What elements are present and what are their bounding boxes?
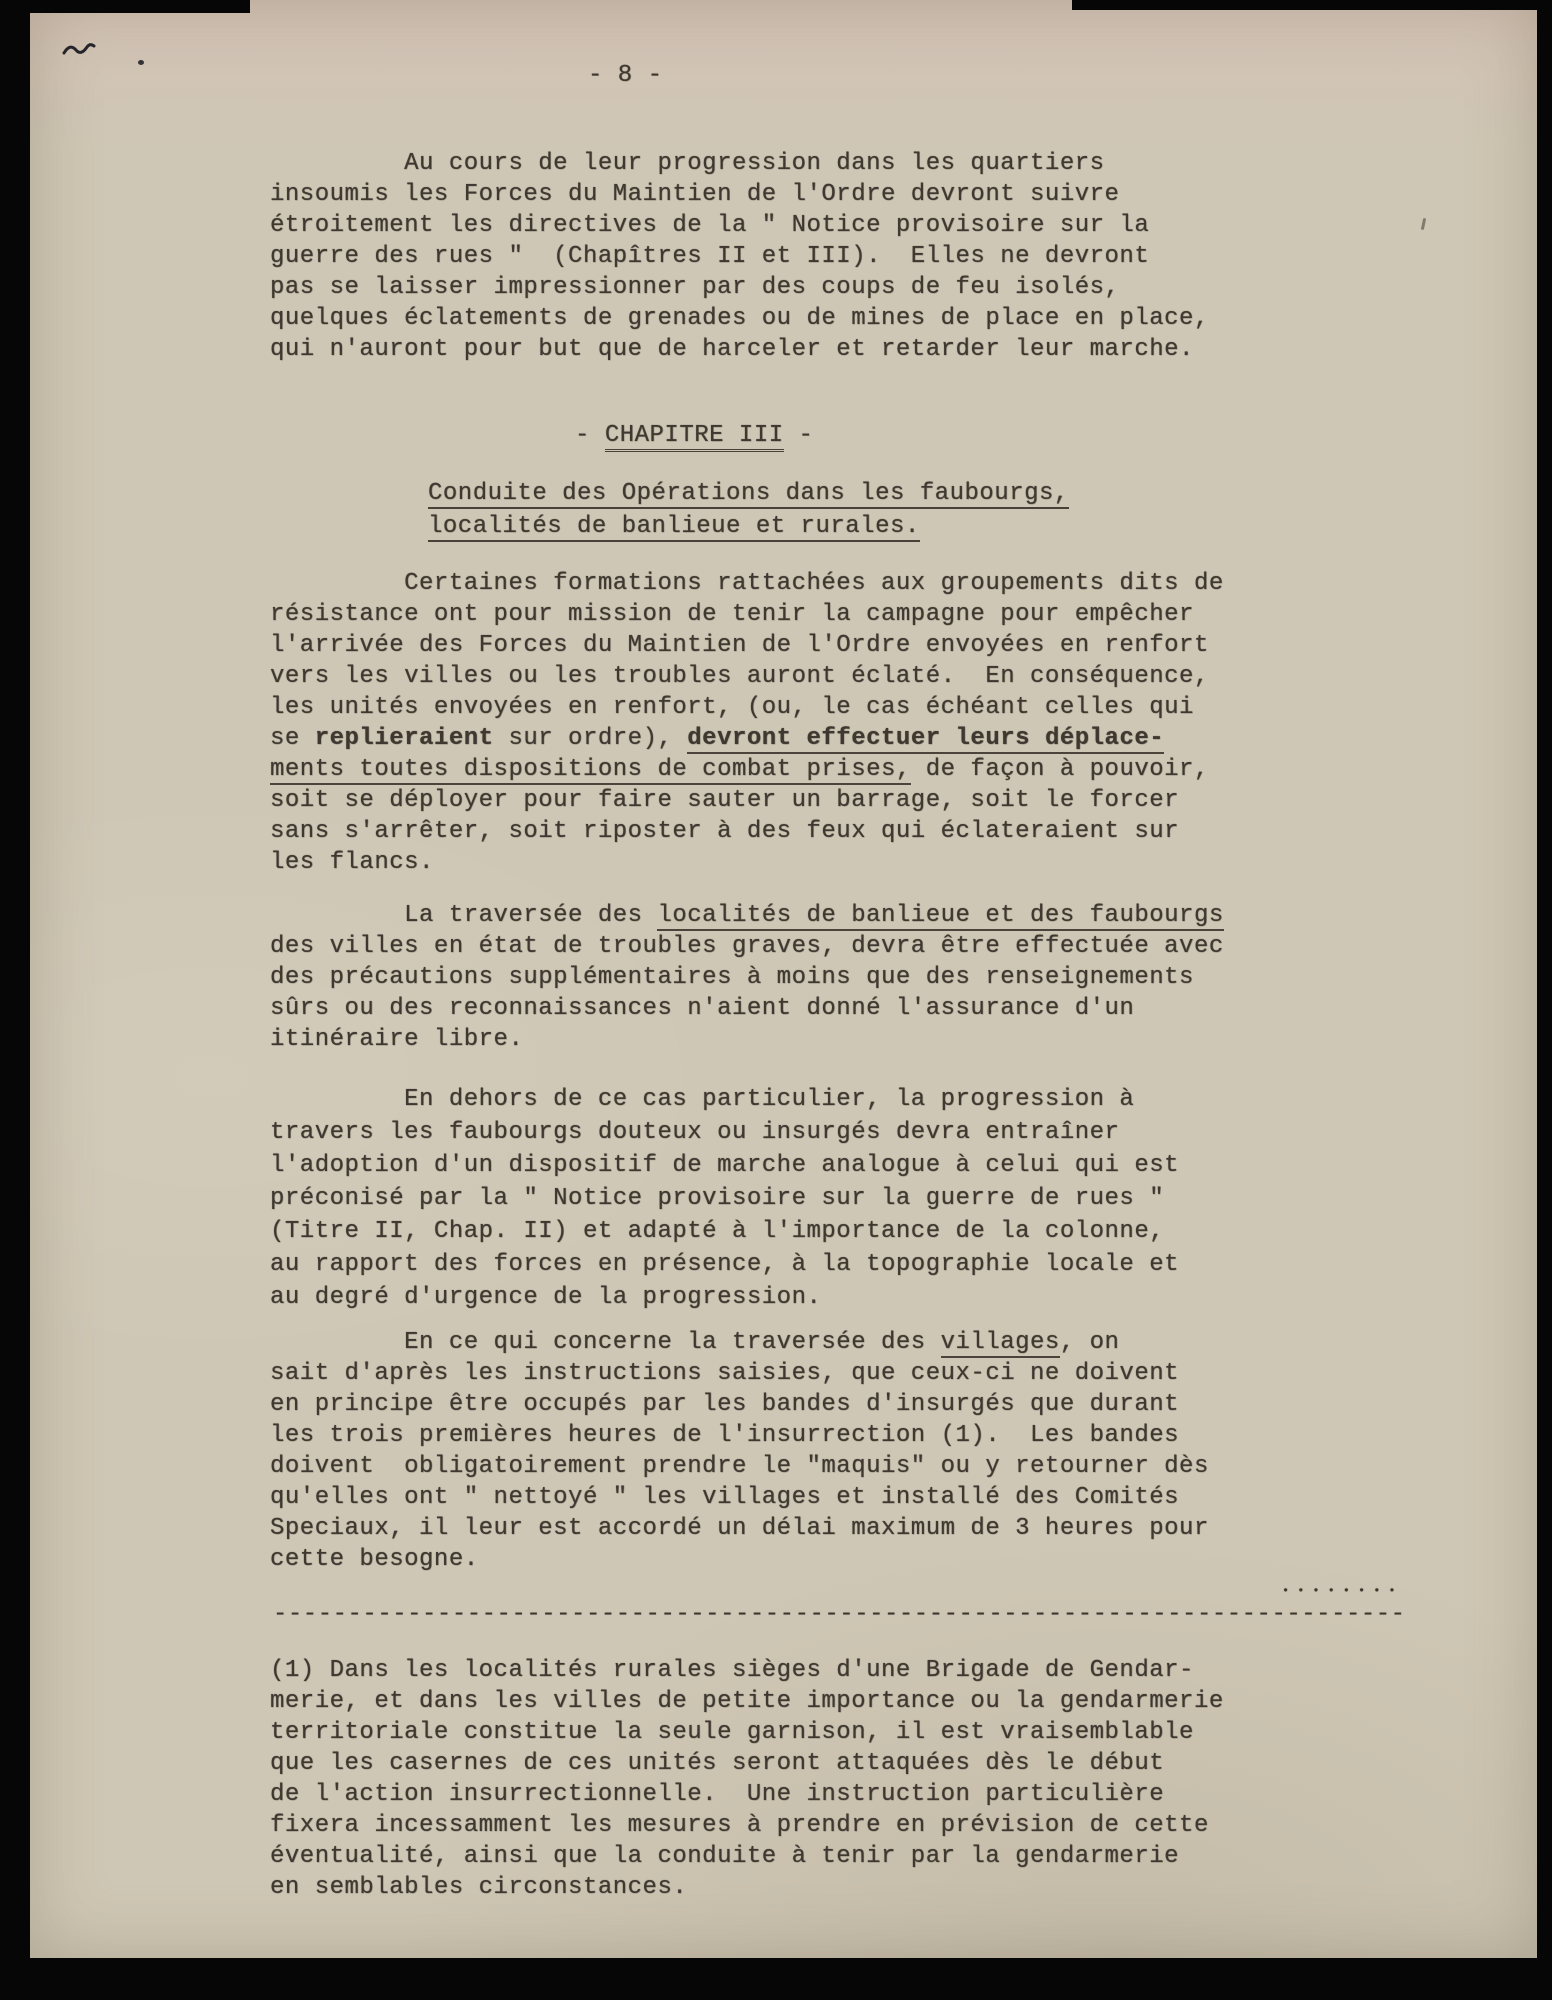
text-line: [270, 900, 1224, 931]
text-segment: au rapport des forces en présence, à la topographie locale et: [270, 1251, 1180, 1278]
text-segment: Certaines formations rattachées aux groupements dits de: [270, 570, 1224, 597]
text-segment: de façon à pouvoir,: [910, 756, 1209, 783]
text-segment: doivent obligatoirement prendre le "maquis" ou y retourner dès: [270, 1453, 1209, 1480]
text-segment: vers les villes ou les troubles auront éclaté. En conséquence,: [270, 663, 1209, 690]
page-number: - 8 -: [588, 62, 663, 89]
text-segment: itinéraire libre.: [270, 1026, 524, 1053]
text-segment: cette besogne.: [270, 1546, 479, 1573]
text-line: [270, 1024, 1224, 1055]
text-segment: que les casernes de ces unités seront attaquées dès le début: [270, 1750, 1165, 1777]
text-line: [270, 661, 1224, 692]
text-line: [270, 931, 1224, 962]
text-segment: l'arrivée des Forces du Maintien de l'Ordre envoyées en renfort: [270, 632, 1209, 659]
text-segment: En dehors de ce cas particulier, la progression à: [270, 1086, 1135, 1113]
text-segment: pas se laisser impressionner par des coups de feu isolés,: [270, 274, 1120, 301]
text-segment: localités de banlieue et des faubourgs: [657, 902, 1224, 929]
text-segment: -: [575, 422, 605, 449]
text-line: [270, 785, 1224, 816]
text-segment: territoriale constitue la seule garnison, il est vraisemblable: [270, 1719, 1194, 1746]
text-segment: localités de banlieue et rurales.: [428, 513, 920, 540]
paragraph: [270, 1083, 1179, 1314]
text-segment: insoumis les Forces du Maintien de l'Ordre devront suivre: [270, 181, 1120, 208]
text-line: [270, 754, 1224, 785]
text-line: [270, 1717, 1224, 1748]
text-line: [428, 477, 1069, 510]
text-segment: sait d'après les instructions saisies, que ceux-ci ne doivent: [270, 1360, 1180, 1387]
text-segment: Au cours de leur progression dans les quartiers: [270, 150, 1105, 177]
text-segment: soit se déployer pour faire sauter un barrage, soit le forcer: [270, 787, 1180, 814]
text-segment: des précautions supplémentaires à moins que des renseignements: [270, 964, 1194, 991]
text-line: [270, 1358, 1209, 1389]
text-segment: l'adoption d'un dispositif de marche analogue à celui qui est: [270, 1152, 1180, 1179]
text-segment: sûrs ou des reconnaissances n'aient donné l'assurance d'un: [270, 995, 1135, 1022]
footnote-dots-mark: ••••••••: [1282, 1584, 1404, 1598]
text-segment: Conduite des Opérations dans les faubourgs,: [428, 480, 1069, 507]
text-line: [270, 1248, 1179, 1281]
section-title: [428, 477, 1069, 543]
text-segment: replieraient: [314, 725, 494, 752]
ink-dot-mark: [138, 60, 144, 65]
paragraph: [270, 568, 1224, 878]
text-segment: étroitement les directives de la " Notice provisoire sur la: [270, 212, 1150, 239]
text-line: [270, 1748, 1224, 1779]
pen-squiggle-mark: [62, 42, 96, 65]
text-line: [270, 1116, 1179, 1149]
text-line: [270, 692, 1224, 723]
text-line: [270, 241, 1209, 272]
text-line: [270, 1215, 1179, 1248]
text-segment: qu'elles ont " nettoyé " les villages et installé des Comités: [270, 1484, 1180, 1511]
text-segment: au degré d'urgence de la progression.: [270, 1284, 822, 1311]
text-segment: qui n'auront pour but que de harceler et retarder leur marche.: [270, 336, 1194, 363]
text-line: [270, 1281, 1179, 1314]
text-segment: quelques éclatements de grenades ou de mines de place en place,: [270, 305, 1209, 332]
text-line: [270, 1182, 1179, 1215]
text-segment: Speciaux, il leur est accordé un délai maximum de 3 heures pour: [270, 1515, 1209, 1542]
text-line: [270, 210, 1209, 241]
text-segment: sur ordre),: [493, 725, 688, 752]
text-line: [270, 1779, 1224, 1810]
text-segment: travers les faubourgs douteux ou insurgés devra entraîner: [270, 1119, 1120, 1146]
text-line: [270, 179, 1209, 210]
text-segment: en principe être occupés par les bandes d'insurgés que durant: [270, 1391, 1180, 1418]
text-line: [270, 1482, 1209, 1513]
text-line: [270, 630, 1224, 661]
ink-tick-mark: [1421, 218, 1426, 230]
paragraph: [270, 900, 1224, 1055]
text-line: [270, 1420, 1209, 1451]
text-segment: sans s'arrêter, soit riposter à des feux qui éclateraient sur: [270, 818, 1180, 845]
paragraph: [270, 1327, 1209, 1575]
text-segment: (1) Dans les localités rurales sièges d'une Brigade de Gendar-: [270, 1657, 1194, 1684]
text-line: [270, 568, 1224, 599]
scan-black-corner: [0, 0, 250, 13]
text-segment: (Titre II, Chap. II) et adapté à l'importance de la colonne,: [270, 1218, 1165, 1245]
text-segment: se: [270, 725, 315, 752]
paragraph: [270, 148, 1209, 365]
text-line: [270, 303, 1209, 334]
text-segment: -: [783, 422, 814, 449]
text-line: [270, 1389, 1209, 1420]
text-line: [270, 993, 1224, 1024]
text-line: [270, 1149, 1179, 1182]
text-segment: les unités envoyées en renfort, (ou, le cas échéant celles qui: [270, 694, 1194, 721]
text-line: [575, 420, 813, 451]
text-segment: CHAPITRE III: [605, 422, 784, 452]
text-line: [428, 510, 1069, 543]
text-segment: éventualité, ainsi que la conduite à tenir par la gendarmerie: [270, 1843, 1180, 1870]
text-line: [270, 1513, 1209, 1544]
text-line: [270, 148, 1209, 179]
text-segment: de l'action insurrectionnelle. Une instruction particulière: [270, 1781, 1165, 1808]
text-segment: La traversée des: [270, 902, 658, 929]
text-segment: villages: [940, 1329, 1060, 1356]
text-segment: fixera incessamment les mesures à prendre en prévision de cette: [270, 1812, 1209, 1839]
text-line: [270, 1655, 1224, 1686]
text-segment: En ce qui concerne la traversée des: [270, 1329, 941, 1356]
text-segment: merie, et dans les villes de petite importance ou la gendarmerie: [270, 1688, 1224, 1715]
text-line: [270, 847, 1224, 878]
footnote-separator-line: ----------------------------------------------------------------------------: [273, 1601, 1406, 1628]
footnote: [270, 1655, 1224, 1903]
text-segment: les trois premières heures de l'insurrection (1). Les bandes: [270, 1422, 1180, 1449]
document-page: [30, 0, 1537, 1958]
text-line: [270, 1327, 1209, 1358]
text-line: [270, 1872, 1224, 1903]
text-line: [270, 272, 1209, 303]
text-line: [270, 1451, 1209, 1482]
text-line: [270, 816, 1224, 847]
text-line: [270, 1686, 1224, 1717]
text-line: [270, 1841, 1224, 1872]
text-line: [270, 334, 1209, 365]
scan-black-corner: [1072, 0, 1552, 10]
text-segment: préconisé par la " Notice provisoire sur la guerre de rues ": [270, 1185, 1165, 1212]
text-line: [270, 1083, 1179, 1116]
text-segment: en semblables circonstances.: [270, 1874, 688, 1901]
text-line: [270, 599, 1224, 630]
text-segment: résistance ont pour mission de tenir la campagne pour empêcher: [270, 601, 1194, 628]
text-line: [270, 1544, 1209, 1575]
text-segment: guerre des rues " (Chapîtres II et III). Elles ne devront: [270, 243, 1150, 270]
text-line: [270, 1810, 1224, 1841]
text-segment: ments toutes dispositions de combat prises,: [270, 756, 911, 783]
text-segment: des villes en état de troubles graves, devra être effectuée avec: [270, 933, 1224, 960]
text-segment: devront effectuer leurs déplace-: [687, 725, 1165, 752]
chapter-heading: [575, 420, 813, 451]
text-line: [270, 723, 1224, 754]
text-segment: , on: [1059, 1329, 1120, 1356]
text-line: [270, 962, 1224, 993]
text-segment: les flancs.: [270, 849, 434, 876]
